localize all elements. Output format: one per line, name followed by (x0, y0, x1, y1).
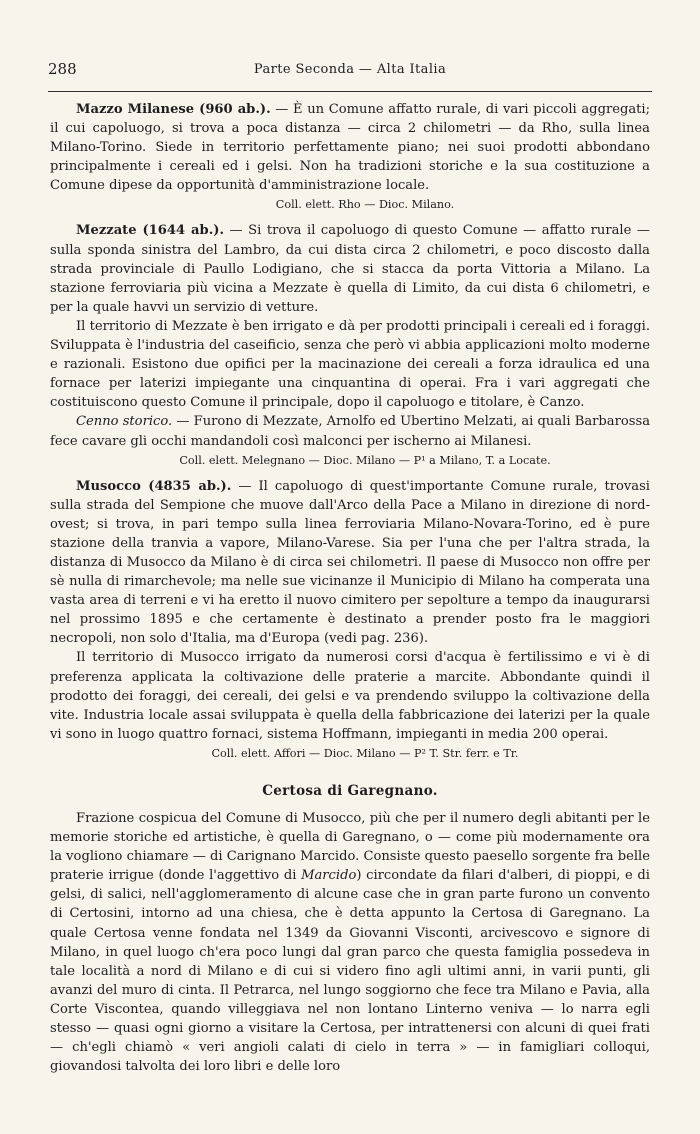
section-heading: Certosa di Garegnano. (262, 782, 438, 799)
page-body (50, 100, 650, 1076)
cenno-storico-text: — Furono di Mezzate, Arnolfo ed Ubertino Melzati, ai quali Barbarossa fece cavare gli occhi mandandoli così malconci per ischerno ai Milanesi. (50, 414, 650, 449)
paragraph: Il territorio di Mezzate è ben irrigato e dà per prodotti principali i cereali ed i foraggi. Sviluppata è l'industria del caseificio, senza che però vi abbia applicazioni molto moderne e razionali. Esistono due opifici per la macinazione dei cereali a forza idraulica ed una fornace per laterizi impiegante una cinquantina di operai. Fra i vari aggregati che costituiscono questo Comune il principale, dopo il capoluogo e titolare, è Canzo. (50, 318, 650, 411)
paragraph-text: Frazione cospicua del Comune di Musocco, più che per il numero degli abitanti per le memorie storiche ed artistiche, è quella di Garegnano, o — come più modernamente ora la vogliono chiamare — di Carignano Marcido. Consiste questo paesello sorgente fra belle praterie irrigue (donde l'aggettivo di (50, 811, 650, 884)
collegio-line: Coll. elett. Melegnano — Dioc. Milano — P¹ a Milano, T. a Locate. (179, 453, 551, 467)
collegio-line: Coll. elett. Rho — Dioc. Milano. (275, 198, 455, 212)
entry-text: — È un Comune affatto rurale, di vari piccoli aggregati; il cui capoluogo, si trova a poca distanza — circa 2 chilometri — da Rho, sulla linea Milano-Torino. Siede in territorio perfettamente piano; nei suoi prodotti abbondano principalmente i cereali ed i gelsi. Non ha tradizioni storiche e la sua costituzione a Comune dipese da opportunità d'amministrazione locale. (50, 102, 651, 194)
entry-mezzate (50, 221, 650, 316)
entry-text: — Si trova il capoluogo di questo Comune — affatto rurale — sulla sponda sinistra del Lambro, da cui dista circa 2 chilometri, e poco discosto dalla strada provinciale di Paullo Lodigiano, che si stacca da porta Vittoria a Milano. La stazione ferroviaria più vicina a Mezzate è quella di Limito, da cui dista 6 chilometri, e per la quale havvi un servizio di vetture. (50, 223, 650, 315)
page-number: 288 (48, 60, 77, 78)
paragraph: Il territorio di Musocco irrigato da numerosi corsi d'acqua è fertilissimo e vi è di preferenza applicata la coltivazione delle praterie a marcite. Abbondante quindi il prodotto dei foraggi, dei cereali, dei gelsi e va prendendo sviluppo la coltivazione della vite. Industria locale assai sviluppata è quella della fabbricazione dei laterizi per la quale vi sono in luogo quattro fornaci, sistema Hoffmann, impieganti in media 200 operai. (50, 650, 650, 742)
entry-heading: Mazzo Milanese (960 ab.). (76, 102, 271, 117)
entry-musocco (50, 477, 650, 649)
running-title: Parte Seconda — Alta Italia (253, 62, 447, 77)
paragraph-text: ) circondate da filari d'alberi, di pioppi, e di gelsi, di salici, nell'agglomeramento di alcune case che in gran parte furono un convento di Certosini, intorno ad una chiesa, che è detta appunto la Certosa di Garegnano. La quale Certosa venne fondata nel 1349 da Giovanni Visconti, arcivescovo e signore di Milano, in quel luogo ch'era poco lungi dal gran parco che questa famiglia possedeva in tale località a nord di Milano e di cui si videro fino agli ultimi anni, in varii punti, gli avanzi del muro di cinta. Il Petrarca, nel lungo soggiorno che fece tra Milano e Pavia, alla Corte Viscontea, quando villeggiava nel non lontano Linterno veniva — lo narra egli stesso — quasi ogni giorno a visitare la Certosa, per intrattenersi con alcuni di quei frati — ch'egli chiamò « veri angioli calati di cielo in terra » — in famigliari colloqui, giovandosi talvolta dei loro libri e delle loro (50, 868, 650, 1075)
paragraph-cenno-storico (50, 412, 650, 450)
entry-heading: Mezzate (1644 ab.). (76, 223, 225, 239)
italic-term: Marcido (301, 868, 357, 884)
cenno-storico-label: Cenno storico. (76, 414, 173, 430)
header-rule (48, 91, 652, 92)
collegio-line: Coll. elett. Affori — Dioc. Milano — P² T. Str. ferr. e Tr. (211, 746, 519, 760)
entry-text: — Il capoluogo di quest'importante Comune rurale, trovasi sulla strada del Sempione che muove dall'Arco della Pace a Milano in direzione di nord-ovest; si trova, in pari tempo sulla linea ferroviaria Milano-Novara-Torino, ed è pure stazione della tranvia a vapore, Milano-Varese. Sia per l'una che per l'altra strada, la distanza di Musocco da Milano è di circa sei chilometri. Il paese di Musocco non offre per sè nulla di rimarchevole; ma nelle sue vicinanze il Municipio di Milano ha comperata una vasta area di terreni e vi ha eretto il nuovo cimitero per sepolture a tempo da inaugurarsi nel prossimo 1895 e che certamente è destinato a prender posto fra le maggiori necropoli, non solo d'Italia, ma d'Europa (vedi pag. 236). (50, 478, 650, 647)
entry-heading: Musocco (4835 ab.). (76, 478, 232, 494)
entry-mazzo-milanese (50, 100, 650, 195)
paragraph-certosa (50, 809, 650, 1076)
page-header (48, 60, 652, 80)
